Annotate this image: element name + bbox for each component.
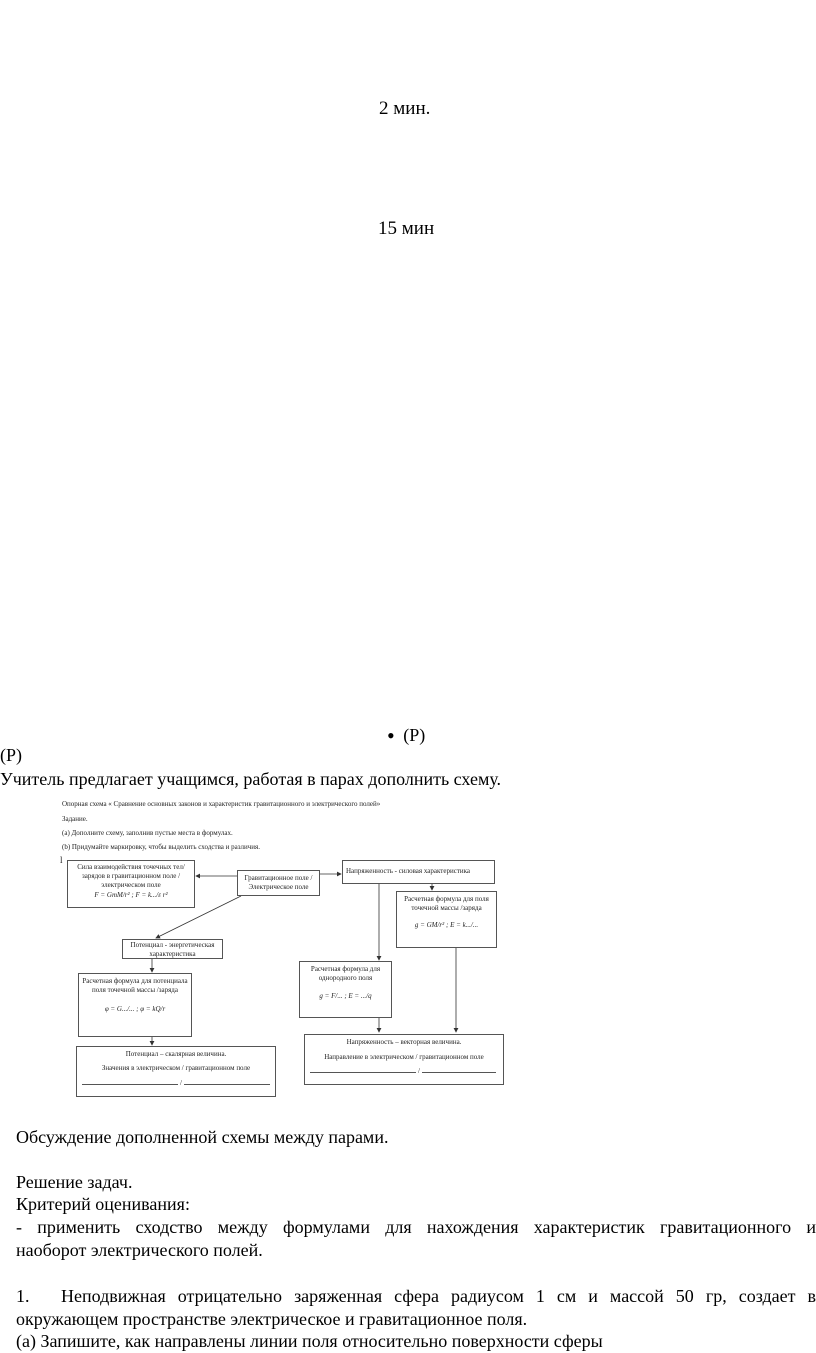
box-potential-formula-value: φ = G.../... ; φ = kQ/r (104, 1005, 166, 1013)
time-label-2-min: 2 мин. (379, 98, 431, 119)
box-intensity-title: Напряженность - силовая характеристика (346, 867, 471, 875)
box-vector (304, 1034, 504, 1085)
criterion-line-2: наоборот электрического полей. (16, 1240, 263, 1260)
criterion-label: Критерий оценивания: (16, 1194, 190, 1214)
blank-slash: / (418, 1067, 420, 1075)
discussion-text: Обсуждение дополненной схемы между парами. (16, 1127, 389, 1147)
box-vector-direction: Направление в электрическом / гравитационном поле (324, 1053, 484, 1061)
box-uniform-formula-value: g = F/... ; E = .../q (319, 992, 372, 1000)
box-potential-formula-title: Расчетная формула для потенциала поля точечной массы /заряда (82, 977, 188, 994)
box-potential-title: Потенциал - энергетическая характеристика (130, 941, 215, 958)
problem-line-2: окружающем пространстве электрическое и гравитационное поля. (16, 1309, 528, 1329)
blank-line-right (184, 1084, 270, 1085)
time-label-15-min: 15 мин (378, 218, 435, 239)
bullet-glyph: • (387, 723, 395, 748)
problem-number: 1. (16, 1286, 30, 1306)
box-potential-scalar-values: Значения в электрическом / гравитационном поле (101, 1064, 251, 1072)
box-intensity-formula (396, 891, 497, 948)
bullet-text: (P) (403, 725, 426, 745)
blank-line-left (82, 1084, 178, 1085)
problem-line-1: Неподвижная отрицательно заряженная сфера радиусом 1 см и массой 50 гр, создает в (61, 1286, 816, 1306)
box-potential-scalar-title: Потенциал – скалярная величина. (125, 1050, 227, 1058)
scheme-title: Опорная схема « Сравнение основных законов и характеристик гравитационного и электрического полей» (62, 800, 381, 808)
box-potential-scalar (76, 1046, 276, 1097)
scheme-marker: l (60, 855, 63, 865)
box-field-title: Гравитационное поле / Электрическое поле (244, 874, 313, 891)
box-force-title: Сила взаимодействия точечных тел/ зарядов в гравитационном поле / электрическом поле (77, 863, 185, 889)
box-potential-formula (78, 973, 192, 1037)
blank-line-right (422, 1072, 496, 1073)
blank-line-left (310, 1072, 416, 1073)
box-uniform-formula-title: Расчетная формула для однородного поля (310, 965, 381, 982)
teacher-instruction: Учитель предлагает учащимся, работая в парах дополнить схему. (0, 769, 502, 789)
problem-part-a: (а) Запишите, как направлены линии поля относительно поверхности сферы (16, 1331, 603, 1351)
blank-slash: / (180, 1079, 182, 1087)
scheme-task-b: (b) Придумайте маркировку, чтобы выделить сходства и различия. (62, 843, 260, 851)
box-intensity (342, 860, 495, 884)
scheme-task-label: Задание. (62, 815, 88, 823)
p-label: (P) (0, 745, 22, 765)
box-intensity-formula-title: Расчетная формула для поля точечной массы /заряда (404, 895, 489, 912)
box-uniform-formula (299, 961, 392, 1018)
criterion-line-1: - применить сходство между формулами для нахождения характеристик гравитационного и (16, 1217, 816, 1237)
box-intensity-formula-value: g = GM/r² ; E = k.../... (414, 921, 479, 929)
scheme-task-a: (a) Дополните схему, заполнив пустые места в формулах. (62, 829, 233, 837)
box-potential (122, 939, 223, 959)
box-force-formula: F = GmM/r² ; F = k.../ε r² (94, 891, 168, 899)
solving-heading: Решение задач. (16, 1172, 133, 1192)
box-force (67, 860, 195, 908)
box-vector-title: Напряженность – векторная величина. (346, 1038, 462, 1046)
box-field (237, 870, 320, 896)
